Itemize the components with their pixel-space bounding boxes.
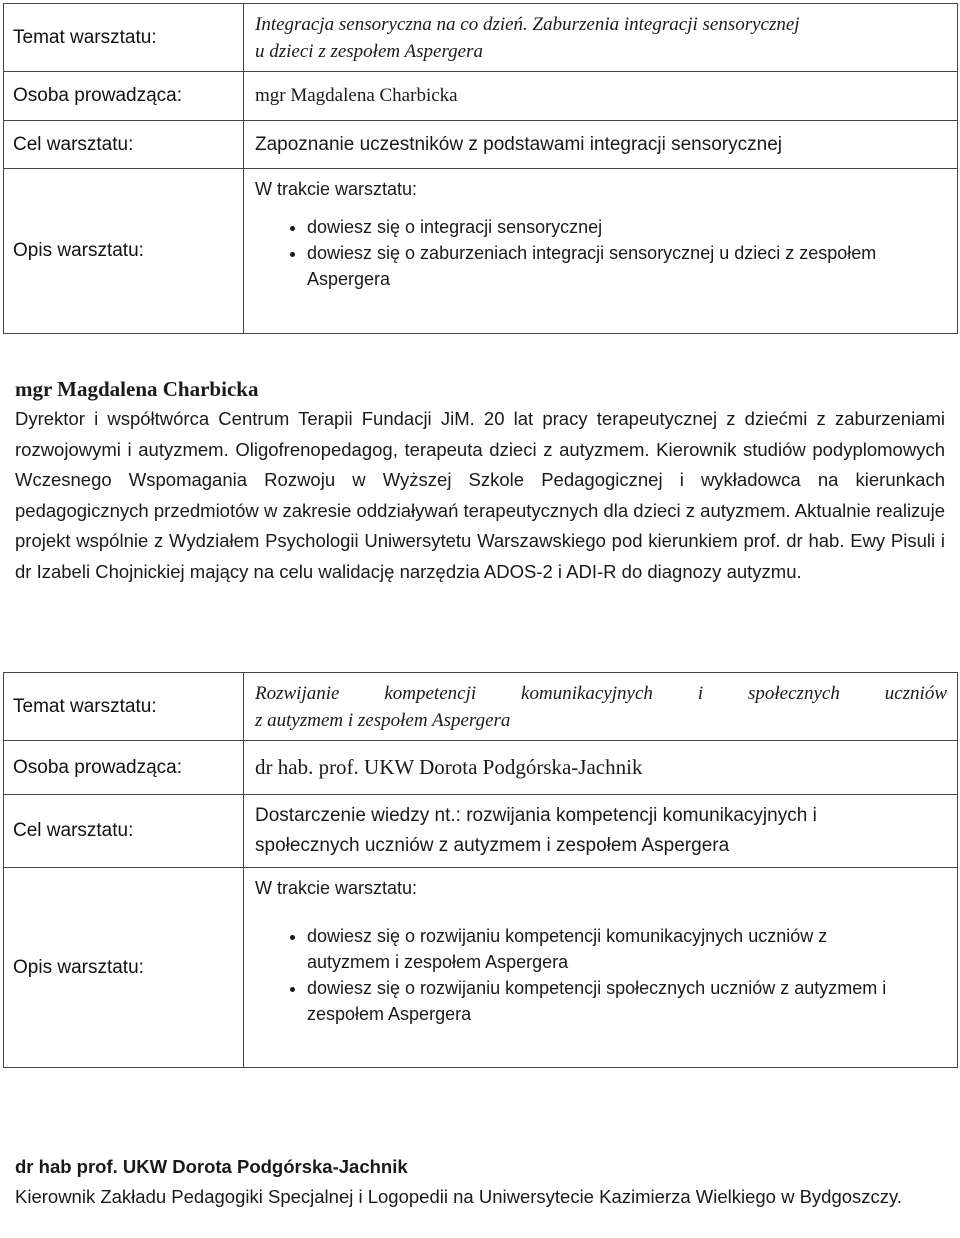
bio-2-text: Kierownik Zakładu Pedagogiki Specjalnej i Logopedii na Uniwersytecie Kazimierza Wielkiego w Bydgoszczy. xyxy=(15,1186,903,1207)
lead-row xyxy=(4,741,958,795)
bio-1 xyxy=(15,376,945,587)
topic-value xyxy=(244,4,958,72)
topic-line-1: Rozwijanie kompetencji komunikacyjnych i społecznych uczniów xyxy=(255,682,947,704)
lead-value: dr hab. prof. UKW Dorota Podgórska-Jachnik xyxy=(244,741,958,795)
topic-line-1: Integracja sensoryczna na co dzień. Zaburzenia integracji sensorycznej xyxy=(255,13,800,35)
goal-label: Cel warsztatu: xyxy=(4,795,244,868)
list-item: • dowiesz się o zaburzeniach integracji sensorycznej u dzieci z zespołem Aspergera xyxy=(307,240,947,292)
bio-2 xyxy=(15,1152,945,1213)
desc-list xyxy=(255,214,947,292)
bio-2-name: dr hab prof. UKW Dorota Podgórska-Jachnik xyxy=(15,1156,408,1177)
lead-row xyxy=(4,72,958,121)
list-item: • dowiesz się o rozwijaniu kompetencji komunikacyjnych uczniów z autyzmem i zespołem Aspergera xyxy=(307,923,897,975)
list-item: • dowiesz się o rozwijaniu kompetencji społecznych uczniów z autyzmem i zespołem Aspergera xyxy=(307,975,897,1027)
desc-label: Opis warsztatu: xyxy=(4,868,244,1068)
workshop-1-table xyxy=(3,3,958,334)
topic-line-2: u dzieci z zespołem Aspergera xyxy=(255,40,483,62)
goal-label: Cel warsztatu: xyxy=(4,121,244,169)
topic-label: Temat warsztatu: xyxy=(4,4,244,72)
bio-1-text: Dyrektor i współtwórca Centrum Terapii Fundacji JiM. 20 lat pracy terapeutycznej z dziećmi z zaburzeniami rozwojowymi i autyzmem. Oligofrenopedagog, terapeuta dzieci z autyzmem. Kierownik studiów podyplomowych Wczesnego Wspomagania Rozwoju w Wyższej Szkole Pedagogicznej i wykładowca na kierunkach pedagogicznych przedmiotów w zakresie oddziaływań terapeutycznych dla dzieci z autyzmem. Aktualnie realizuje projekt wspólnie z Wydziałem Psychologii Uniwersytetu Warszawskiego pod kierunkiem prof. dr hab. Ewy Pisuli i dr Izabeli Chojnickiej mający na celu walidację narzędzia ADOS-2 i ADI-R do diagnozy autyzmu. xyxy=(15,408,945,582)
goal-line-2: społecznych uczniów z autyzmem i zespołem Aspergera xyxy=(255,835,730,856)
goal-value xyxy=(244,795,958,868)
lead-value: mgr Magdalena Charbicka xyxy=(244,72,958,121)
topic-row xyxy=(4,673,958,741)
goal-row xyxy=(4,795,958,868)
desc-row xyxy=(4,868,958,1068)
list-item: • dowiesz się o integracji sensorycznej xyxy=(307,214,947,240)
bio-1-name: mgr Magdalena Charbicka xyxy=(15,377,259,401)
topic-label: Temat warsztatu: xyxy=(4,673,244,741)
desc-intro: W trakcie warsztatu: xyxy=(255,878,418,898)
desc-value xyxy=(244,868,958,1068)
topic-row xyxy=(4,4,958,72)
goal-line-1: Dostarczenie wiedzy nt.: rozwijania kompetencji komunikacyjnych i xyxy=(255,805,817,826)
desc-row xyxy=(4,169,958,334)
desc-intro: W trakcie warsztatu: xyxy=(255,179,418,199)
topic-value xyxy=(244,673,958,741)
goal-row xyxy=(4,121,958,169)
desc-label: Opis warsztatu: xyxy=(4,169,244,334)
lead-label: Osoba prowadząca: xyxy=(4,741,244,795)
goal-value: Zapoznanie uczestników z podstawami integracji sensorycznej xyxy=(244,121,958,169)
workshop-2-table xyxy=(3,672,958,1068)
topic-line-2: z autyzmem i zespołem Aspergera xyxy=(255,709,511,731)
desc-value xyxy=(244,169,958,334)
desc-list xyxy=(255,923,947,1027)
lead-label: Osoba prowadząca: xyxy=(4,72,244,121)
